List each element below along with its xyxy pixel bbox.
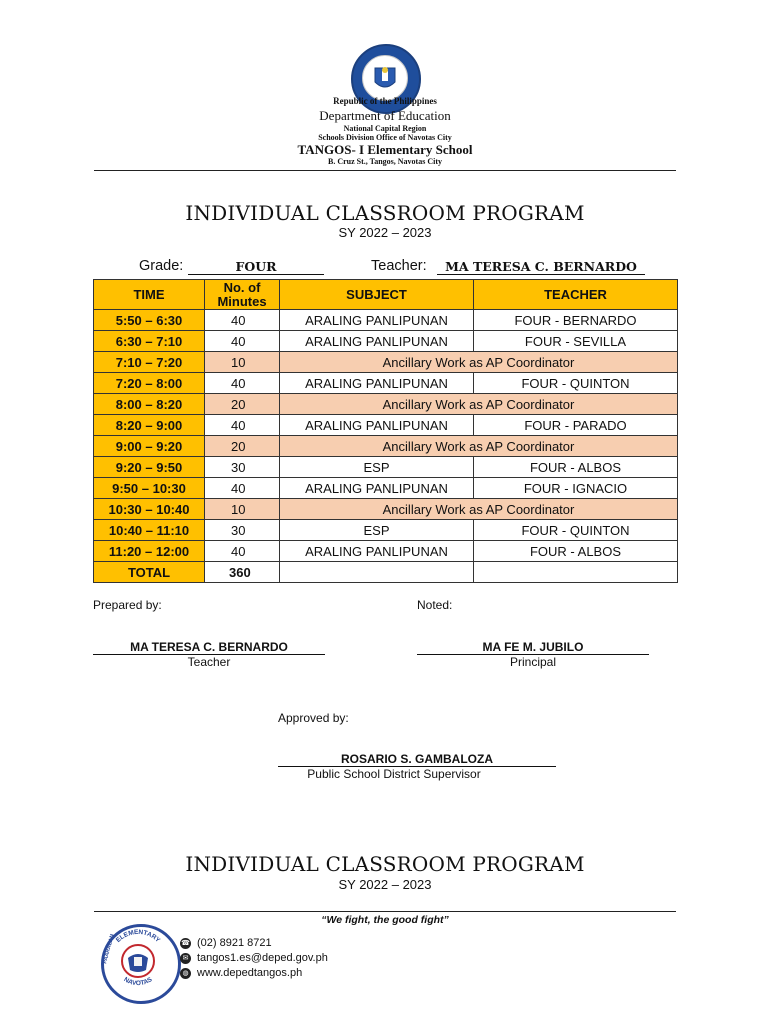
cell-time: 7:20 – 8:00 — [94, 373, 205, 394]
contact-email[interactable] — [180, 952, 328, 964]
cell-teacher: FOUR - ALBOS — [474, 541, 678, 562]
repeat-title: INDIVIDUAL CLASSROOM PROGRAM — [185, 852, 585, 876]
cell-time: 9:50 – 10:30 — [94, 478, 205, 499]
school-logo-icon — [101, 924, 175, 998]
prepared-by-label: Prepared by: — [93, 598, 162, 612]
cell-time: 10:40 – 11:10 — [94, 520, 205, 541]
division-line: Schools Division Office of Navotas City — [318, 133, 452, 142]
cell-subject: ESP — [280, 520, 474, 541]
cell-minutes: 30 — [205, 520, 280, 541]
table-row — [94, 499, 678, 520]
email-icon: ✉ — [180, 953, 191, 964]
cell-subject: ARALING PANLIPUNAN — [280, 331, 474, 352]
cell-minutes: 40 — [205, 415, 280, 436]
cell-ancillary: Ancillary Work as AP Coordinator — [280, 352, 678, 373]
school-logo — [101, 924, 181, 1004]
department-line: Department of Education — [319, 108, 451, 123]
total-subject-empty — [280, 562, 474, 583]
cell-minutes: 40 — [205, 478, 280, 499]
cell-time: 10:30 – 10:40 — [94, 499, 205, 520]
grade-label: Grade: — [139, 258, 184, 274]
table-row — [94, 457, 678, 478]
cell-teacher: FOUR - SEVILLA — [474, 331, 678, 352]
col-header-time: TIME — [94, 280, 205, 310]
grade-value: FOUR — [188, 259, 324, 275]
phone-icon: ☎ — [181, 939, 190, 947]
prepared-name: MA TERESA C. BERNARDO — [93, 640, 325, 655]
svg-text:ELEMENTARY: ELEMENTARY — [114, 928, 162, 944]
cell-minutes: 10 — [205, 499, 280, 520]
cell-subject: ARALING PANLIPUNAN — [280, 478, 474, 499]
total-label: TOTAL — [94, 562, 205, 583]
noted-label: Noted: — [417, 598, 453, 612]
cell-minutes: 20 — [205, 394, 280, 415]
approved-by-label: Approved by: — [278, 711, 349, 725]
cell-teacher: FOUR - BERNARDO — [474, 310, 678, 331]
cell-minutes: 20 — [205, 436, 280, 457]
cell-subject: ESP — [280, 457, 474, 478]
page-title: INDIVIDUAL CLASSROOM PROGRAM — [185, 201, 585, 225]
col-header-subject: SUBJECT — [280, 280, 474, 310]
globe-icon: ◍ — [180, 968, 191, 979]
teacher-label: Teacher: — [371, 258, 427, 274]
table-row — [94, 520, 678, 541]
cell-time: 9:20 – 9:50 — [94, 457, 205, 478]
table-row — [94, 541, 678, 562]
table-body — [94, 310, 678, 583]
footer-divider — [94, 911, 676, 912]
cell-time: 8:00 – 8:20 — [94, 394, 205, 415]
table-row — [94, 331, 678, 352]
approved-role: Public School District Supervisor — [307, 767, 481, 781]
table-row — [94, 394, 678, 415]
teacher-value: MA TERESA C. BERNARDO — [437, 259, 645, 275]
table-row — [94, 310, 678, 331]
program-table — [93, 279, 678, 583]
approved-name: ROSARIO S. GAMBALOZA — [278, 752, 556, 767]
table-row — [94, 436, 678, 457]
cell-minutes: 40 — [205, 331, 280, 352]
cell-minutes: 40 — [205, 373, 280, 394]
deped-seal-inner — [362, 55, 408, 101]
cell-teacher: FOUR - PARADO — [474, 415, 678, 436]
school-year: SY 2022 – 2023 — [338, 225, 432, 240]
cell-subject: ARALING PANLIPUNAN — [280, 310, 474, 331]
svg-text:NAVOTAS: NAVOTAS — [122, 976, 154, 988]
cell-minutes: 40 — [205, 541, 280, 562]
table-row — [94, 478, 678, 499]
school-name: TANGOS- I Elementary School — [297, 142, 473, 157]
cell-time: 9:00 – 9:20 — [94, 436, 205, 457]
total-teacher-empty — [474, 562, 678, 583]
cell-time: 8:20 – 9:00 — [94, 415, 205, 436]
table-total-row — [94, 562, 678, 583]
cell-subject: ARALING PANLIPUNAN — [280, 541, 474, 562]
header-divider — [94, 170, 676, 171]
contact-website[interactable] — [180, 967, 302, 979]
cell-ancillary: Ancillary Work as AP Coordinator — [280, 436, 678, 457]
table-row — [94, 415, 678, 436]
cell-ancillary: Ancillary Work as AP Coordinator — [280, 394, 678, 415]
total-minutes: 360 — [205, 562, 280, 583]
cell-teacher: FOUR - ALBOS — [474, 457, 678, 478]
school-motto: “We fight, the good fight” — [321, 914, 449, 926]
cell-minutes: 30 — [205, 457, 280, 478]
noted-role: Principal — [509, 655, 557, 669]
repeat-school-year: SY 2022 – 2023 — [338, 877, 432, 892]
website-link[interactable]: www.depedtangos.ph — [197, 967, 303, 979]
cell-subject: ARALING PANLIPUNAN — [280, 373, 474, 394]
contact-phone — [180, 937, 272, 949]
cell-teacher: FOUR - IGNACIO — [474, 478, 678, 499]
cell-subject: ARALING PANLIPUNAN — [280, 415, 474, 436]
cell-time: 7:10 – 7:20 — [94, 352, 205, 373]
cell-ancillary: Ancillary Work as AP Coordinator — [280, 499, 678, 520]
svg-text:PAARALAN: PAARALAN — [102, 933, 116, 965]
school-address: B. Cruz St., Tangos, Navotas City — [327, 157, 442, 166]
cell-minutes: 40 — [205, 310, 280, 331]
cell-time: 6:30 – 7:10 — [94, 331, 205, 352]
table-row — [94, 373, 678, 394]
noted-name: MA FE M. JUBILO — [417, 640, 649, 655]
phone-text: (02) 8921 8721 — [197, 937, 272, 949]
col-header-teacher: TEACHER — [474, 280, 678, 310]
cell-minutes: 10 — [205, 352, 280, 373]
republic-line: Republic of the Philippines — [333, 96, 437, 106]
table-header-row — [94, 280, 678, 310]
region-line: National Capital Region — [343, 124, 427, 133]
prepared-role: Teacher — [187, 655, 231, 669]
email-link[interactable]: tangos1.es@deped.gov.ph — [197, 952, 328, 964]
col-header-minutes: No. of Minutes — [205, 280, 280, 310]
table-row — [94, 352, 678, 373]
cell-time: 5:50 – 6:30 — [94, 310, 205, 331]
cell-time: 11:20 – 12:00 — [94, 541, 205, 562]
cell-teacher: FOUR - QUINTON — [474, 373, 678, 394]
seal-emblem-icon — [363, 56, 407, 100]
cell-teacher: FOUR - QUINTON — [474, 520, 678, 541]
